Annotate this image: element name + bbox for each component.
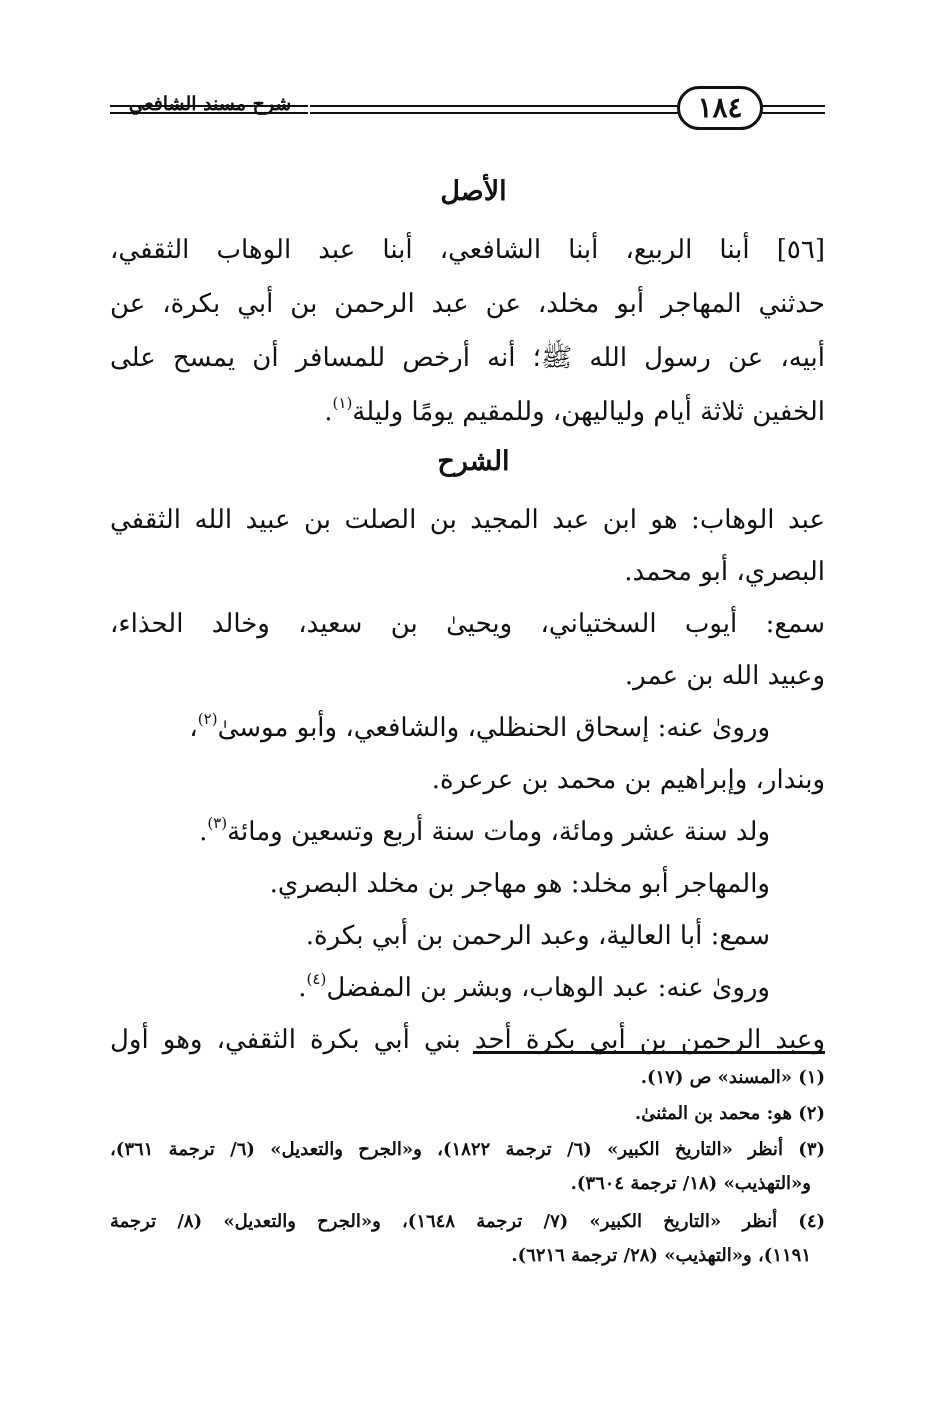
sharh-line-2: البصري، أبو محمد. — [624, 557, 825, 587]
asl-line-4-end: . — [324, 397, 333, 427]
running-header — [110, 84, 825, 134]
sharh-line-1: عبد الوهاب: هو ابن عبد المجيد بن الصلت بن عبيد الله الثقفي — [110, 505, 825, 535]
page-number: ١٨٤ — [677, 86, 763, 130]
footnote-1: (١) «المسند» ص (١٧). — [640, 1067, 825, 1088]
section-heading-sharh: الشرح — [437, 446, 510, 477]
running-title: شرح مسند الشافعي — [128, 93, 292, 115]
footnote-2: (٢) هو: محمد بن المثنىٰ. — [634, 1103, 825, 1124]
sharh-line-5-text: وروىٰ عنه: إسحاق الحنظلي، والشافعي، وأبو موسىٰ — [217, 713, 770, 743]
asl-line-3: أبيه، عن رسول الله ﷺ؛ أنه أرخص للمسافر أن يمسح على — [110, 343, 825, 373]
sharh-line-9: سمع: أبا العالية، وعبد الرحمن بن أبي بكرة. — [305, 921, 770, 951]
sharh-line-7-end: . — [199, 817, 208, 847]
asl-line-2: حدثني المهاجر أبو مخلد، عن عبد الرحمن بن أبي بكرة، عن — [110, 289, 825, 319]
sharh-line-5-end: ، — [189, 713, 198, 743]
sharh-line-7-text: ولد سنة عشر ومائة، ومات سنة أربع وتسعين ومائة — [227, 817, 770, 847]
footnote-3-line-2: و«التهذيب» (١٨/ ترجمة ٣٦٠٤). — [570, 1173, 811, 1194]
sharh-line-10-end: . — [298, 973, 307, 1003]
sharh-line-5 — [189, 708, 770, 748]
footnote-ref-4: (٤) — [306, 970, 327, 988]
asl-line-1: [٥٦] أبنا الربيع، أبنا الشافعي، أبنا عبد الوهاب الثقفي، — [110, 235, 825, 265]
sharh-line-8: والمهاجر أبو مخلد: هو مهاجر بن مخلد البصري. — [269, 869, 770, 899]
footnote-4-line-2: ١١٩١)، و«التهذيب» (٢٨/ ترجمة ٦٢١٦). — [511, 1245, 811, 1266]
sharh-line-3: سمع: أيوب السختياني، ويحيىٰ بن سعيد، وخالد الحذاء، — [110, 609, 825, 639]
sharh-line-4: وعبيد الله بن عمر. — [624, 661, 825, 691]
sharh-line-11: وعبد الرحمن بن أبي بكرة أحد بني أبي بكرة الثقفي، وهو أول — [110, 1025, 825, 1055]
sharh-line-10-text: وروىٰ عنه: عبد الوهاب، وبشر بن المفضل — [326, 973, 770, 1003]
asl-line-4 — [324, 392, 825, 432]
sharh-line-6: وبندار، وإبراهيم بن محمد بن عرعرة. — [431, 765, 825, 795]
footnote-ref-3: (٣) — [207, 814, 228, 832]
header-rule-right — [758, 105, 825, 114]
asl-line-4-text: الخفين ثلاثة أيام ولياليهن، وللمقيم يومًا وليلة — [352, 397, 825, 427]
sharh-line-10 — [298, 968, 770, 1008]
footnote-ref-1: (١) — [332, 394, 353, 412]
footnote-separator — [473, 1051, 825, 1054]
footnote-3-line-1: (٣) أنظر «التاريخ الكبير» (٦/ ترجمة ١٨٢٢)، و«الجرح والتعديل» (٦/ ترجمة ٣٦١)، — [110, 1139, 826, 1160]
section-heading-asl: الأصل — [440, 176, 507, 207]
footnote-ref-2: (٢) — [197, 710, 218, 728]
sharh-line-7 — [199, 812, 770, 852]
footnote-4-line-1: (٤) أنظر «التاريخ الكبير» (٧/ ترجمة ١٦٤٨)، و«الجرح والتعديل» (٨/ ترجمة — [110, 1211, 826, 1232]
